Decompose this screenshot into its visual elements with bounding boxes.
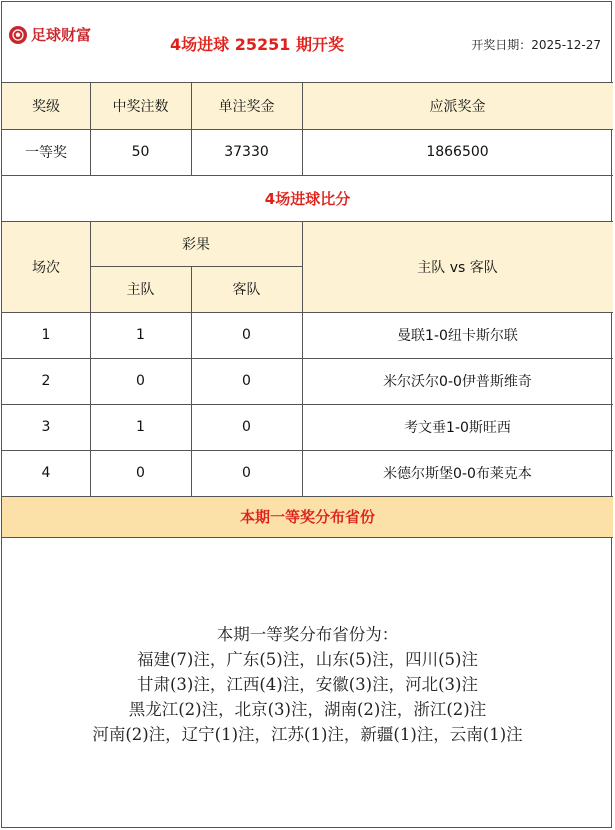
score-section-title: 4场进球比分 (264, 189, 351, 208)
distribution-banner: 本期一等奖分布省份 (2, 496, 613, 537)
distribution-line: 福建(7)注，广东(5)注，山东(5)注，四川(5)注 (137, 650, 478, 669)
distribution-line: 河南(2)注，辽宁(1)注，江苏(1)注，新疆(1)注，云南(1)注 (92, 725, 523, 744)
away-goals: 0 (242, 373, 251, 389)
matchup: 考文垂1-0斯旺西 (404, 420, 511, 436)
divider (2, 496, 613, 497)
page-header (2, 2, 613, 83)
away-goals: 0 (242, 327, 251, 343)
home-goals: 0 (136, 465, 145, 481)
divider (191, 83, 192, 175)
away-goals: 0 (242, 419, 251, 435)
header-cell-match-no: 场次 (2, 221, 90, 312)
header-cell-winners: 中奖注数 (90, 83, 191, 129)
total-prize-value: 1866500 (426, 144, 489, 160)
header-cell-matchup: 主队 vs 客队 (302, 221, 613, 312)
header-cell-prize-level: 奖级 (2, 83, 90, 129)
matchup: 米尔沃尔0-0伊普斯维奇 (383, 374, 532, 390)
header-cell-away: 客队 (191, 266, 302, 312)
home-goals: 1 (136, 419, 145, 435)
match-no: 1 (41, 327, 51, 343)
soccer-ball-icon (9, 26, 27, 44)
divider (90, 221, 91, 496)
header-cell-unit-prize: 单注奖金 (191, 83, 302, 129)
divider (90, 83, 91, 175)
header-cell-total-prize: 应派奖金 (302, 83, 613, 129)
distribution-line: 本期一等奖分布省份为： (216, 625, 399, 644)
distribution-line: 甘肃(3)注，江西(4)注，安徽(3)注，河北(3)注 (137, 675, 478, 694)
divider (2, 312, 613, 313)
divider (2, 537, 613, 538)
divider (302, 83, 303, 175)
header-cell-result: 彩果 (90, 221, 302, 266)
logo[interactable] (9, 24, 91, 45)
unit-prize-value: 37330 (224, 144, 269, 160)
home-goals: 1 (136, 327, 145, 343)
divider (2, 358, 613, 359)
divider (2, 129, 613, 130)
distribution-text (2, 622, 613, 747)
header-cell-home: 主队 (90, 266, 191, 312)
divider (2, 450, 613, 451)
match-no: 4 (41, 465, 51, 481)
divider (2, 221, 613, 222)
matchup: 曼联1-0纽卡斯尔联 (397, 328, 518, 344)
divider (191, 266, 192, 496)
logo-text: 足球财富 (31, 26, 92, 44)
lottery-result-card (1, 1, 612, 828)
divider (2, 175, 613, 176)
prize-level-value: 一等奖 (25, 145, 67, 161)
divider (302, 221, 303, 496)
winners-value: 50 (131, 144, 150, 160)
distribution-line: 黑龙江(2)注，北京(3)注，湖南(2)注，浙江(2)注 (128, 700, 487, 719)
away-goals: 0 (242, 465, 251, 481)
divider (90, 266, 302, 267)
match-no: 2 (41, 373, 51, 389)
home-goals: 0 (136, 373, 145, 389)
draw-date: 开奖日期：2025-12-27 (471, 38, 601, 52)
divider (2, 404, 613, 405)
page-title: 4场进球 25251 期开奖 (170, 35, 344, 54)
matchup: 米德尔斯堡0-0布莱克本 (383, 466, 532, 482)
match-no: 3 (41, 419, 51, 435)
